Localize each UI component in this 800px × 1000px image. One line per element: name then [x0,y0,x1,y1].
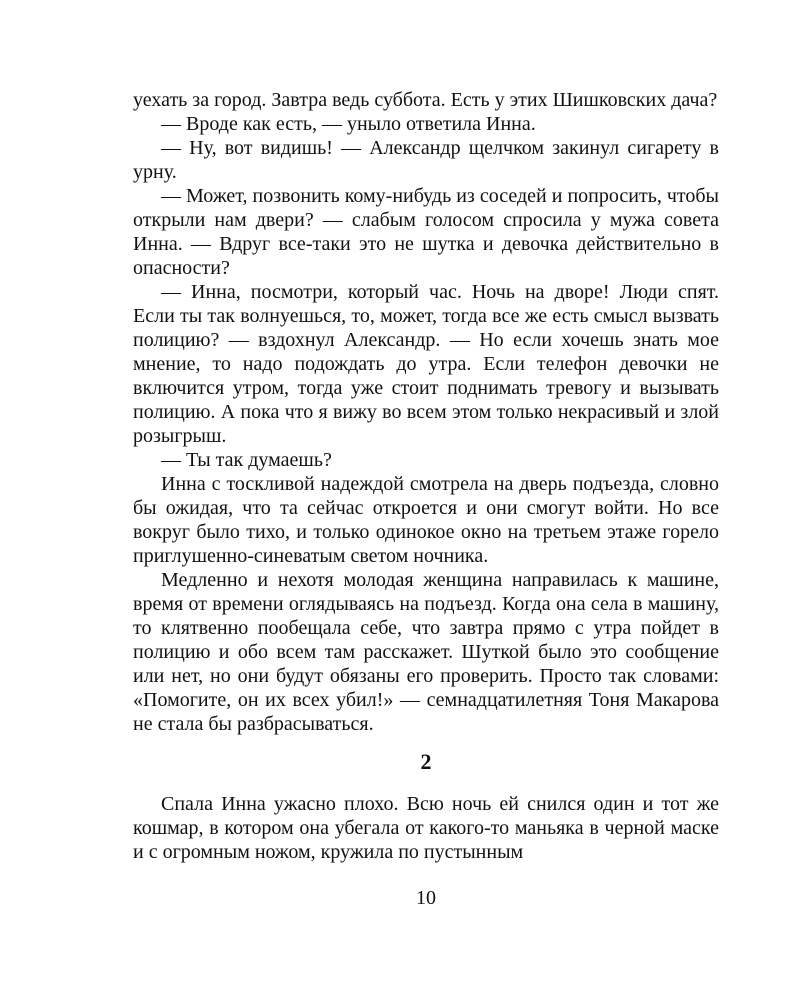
chapter-body [133,792,719,864]
chapter-paragraph: Спала Инна ужасно плохо. Всю ночь ей снился один и тот же кошмар, в котором она убегала от какого-то маньяка в черной маске и с огромным ножом, кружила по пустынным [133,793,719,863]
narrative-paragraph: Инна с тоскливой надеждой смотрела на дверь подъезда, словно бы ожидая, что та сейчас откроется и они смогут войти. Но все вокруг было тихо, и только одинокое окно на третьем этаже горело приглушенно-синеватым светом ночника. [133,473,719,567]
dialogue-line: — Ну, вот видишь! — Александр щелчком закинул сигарету в урну. [133,137,719,183]
dialogue-line: — Ты так думаешь? [161,449,332,471]
book-page [133,88,719,909]
page-number: 10 [416,887,436,909]
dialogue-line: — Вроде как есть, — уныло ответила Инна. [161,113,536,135]
dialogue-line: — Может, позвонить кому-нибудь из соседей и попросить, чтобы открыли нам двери? — слабым голосом спросила у мужа совета Инна. — Вдруг все-таки это не шутка и девочка действительно в опасности? [133,185,719,279]
paragraph-continued: уехать за город. Завтра ведь суббота. Есть у этих Шишковских дача? [133,89,718,111]
dialogue-line: — Инна, посмотри, который час. Ночь на дворе! Люди спят. Если ты так волнуешься, то, может, тогда все же есть смысл вызвать полицию? — вздохнул Александр. — Но если хочешь знать мое мнение, то надо подождать до утра. Если телефон девочки не включится утром, тогда уже стоит поднимать тревогу и вызывать полицию. А пока что я вижу во всем этом только некрасивый и злой розыгрыш. [133,281,719,447]
chapter-number: 2 [420,749,432,774]
narrative-paragraph: Медленно и нехотя молодая женщина направилась к машине, время от времени оглядываясь на подъезд. Когда она села в машину, то клятвенно пообещала себе, что завтра прямо с утра пойдет в полицию и обо всем там расскажет. Шуткой было это сообщение или нет, но они будут обязаны его проверить. Просто так словами: «Помогите, он их всех убил!» — семнадцатилетняя Тоня Макарова не стала бы разбрасываться. [133,569,719,735]
